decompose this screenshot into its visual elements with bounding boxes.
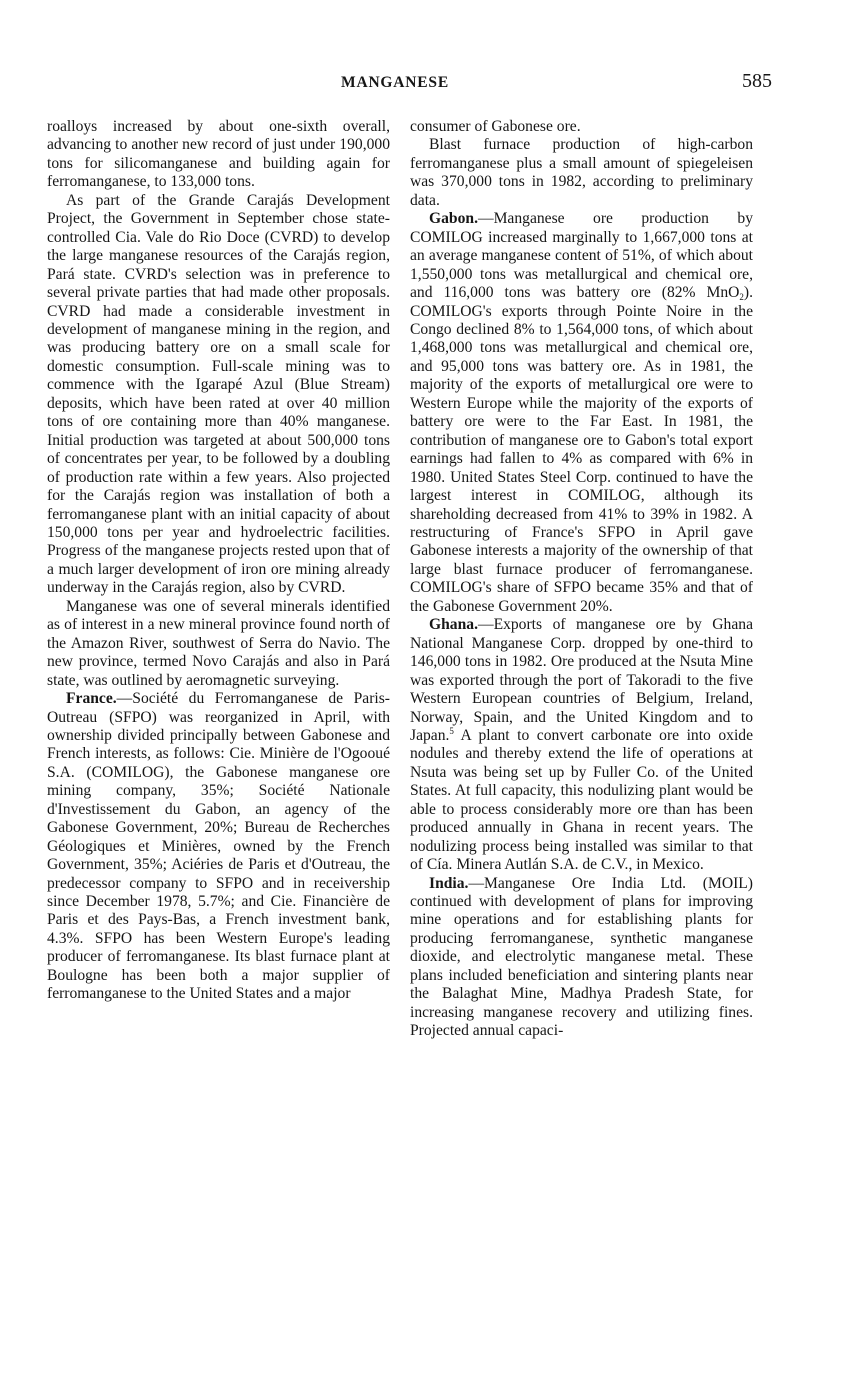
footnote-marker[interactable]: 5: [449, 725, 454, 736]
section-heading-ghana: Ghana.: [429, 616, 478, 634]
paragraph-gabon: [410, 210, 753, 616]
section-heading-india: India.: [429, 874, 469, 892]
chemical-subscript: 2: [739, 292, 744, 303]
paragraph-text: A plant to convert carbonate ore into oxide nodules and thereby extend the life of operations at Nsuta was being set up by Fuller Co. of the United States. At full capacity, this nodulizing plant would be able to process considerably more ore than has been produced annually in Ghana in recent years. The nodulizing process being installed was similar to that of Cía. Minera Autlán S.A. de C.V., in Mexico.: [410, 726, 753, 874]
running-header: [0, 66, 868, 96]
paragraph-text: ). COMILOG's exports through Pointe Noire in the Congo declined 8% to 1,564,000 tons, of which about 1,468,000 tons was metallurgical and chemical ore, and 95,000 tons was battery ore. As in 1981, the majority of the exports of metallurgical ore were to Western Europe while the majority of the exports of battery ore were to the Far East. In 1981, the contribution of manganese ore to Gabon's total export earnings had fallen to 4% as compared with 6% in 1980. United States Steel Corp. continued to have the largest interest in COMILOG, although its shareholding decreased from 41% to 39% in 1982. A restructuring of France's SFPO in April gave Gabonese interests a majority of the ownership of that large blast furnace producer of ferromanganese. COMILOG's share of SFPO became 35% and that of the Gabonese Government 20%.: [410, 284, 753, 615]
paragraph-text: —Manganese Ore India Ltd. (MOIL) continued with development of plans for improving mine operations and for establishing plants for producing ferromanganese, synthetic manganese dioxide, and electrolytic manganese metal. These plans included beneficiation and sintering plants near the Balaghat Mine, Madhya Pradesh State, for increasing manganese recovery and utilizing fines. Projected annual capaci-: [410, 874, 753, 1040]
paragraph-text: —Exports of manganese ore by Ghana National Manganese Corp. dropped by one-third to 146,000 tons in 1982. Ore produced at the Nsuta Mine was exported through the port of Takoradi to the five Western European countries of Belgium, Ireland, Norway, Spain, and the United Kingdom and to Japan.: [410, 616, 753, 744]
paragraph-france: [47, 690, 390, 1004]
right-column: [410, 118, 753, 1041]
paragraph: As part of the Grande Carajás Development Project, the Government in September chose state-controlled Cia. Vale do Rio Doce (CVRD) to develop the large manganese resources of the Carajás region, Pará state. CVRD's selection was in preference to several private parties that had made other proposals. CVRD had made a considerable investment in development of manganese mining in the region, and was producing battery ore on a small scale for domestic consumption. Full-scale mining was to commence with the Igarapé Azul (Blue Stream) deposits, which have been rated at over 40 million tons of ore containing more than 40% manganese. Initial production was targeted at about 500,000 tons of concentrates per year, to be followed by a doubling of production rate within a few years. Also projected for the Carajás region was installation of both a ferromanganese plant with an initial capacity of about 150,000 tons per year and hydroelectric facilities. Progress of the manganese projects rested upon that of a much larger development of iron ore mining already underway in the Carajás region, also by CVRD.: [47, 191, 390, 597]
page-number: 585: [742, 70, 772, 92]
paragraph-ghana: [410, 616, 753, 874]
paragraph: consumer of Gabonese ore.: [410, 118, 581, 135]
paragraph-text: —Société du Ferromanganese de Paris-Outreau (SFPO) was reorganized in April, with ownership divided principally between Gabonese and French interests, as follows: Cie. Minière de l'Ogooué S.A. (COMILOG), the Gabonese manganese ore mining company, 35%; Société Nationale d'Investissement du Gabon, an agency of the Gabonese Government, 20%; Bureau de Recherches Géologiques et Minières, owned by the French Government, 35%; Aciéries de Paris et d'Outreau, the predecessor company to SFPO and in receivership since December 1978, 5.7%; and Cie. Financière de Paris et des Pays-Bas, a French investment bank, 4.3%. SFPO has been Western Europe's leading producer of ferromanganese. Its blast furnace plant at Boulogne has been both a major supplier of ferromanganese to the United States and a major: [47, 690, 390, 1003]
paragraph: Blast furnace production of high-carbon ferromanganese plus a small amount of spiegeleisen was 370,000 tons in 1982, according to preliminary data.: [410, 136, 753, 209]
paragraph: roalloys increased by about one-sixth overall, advancing to another new record of just under 190,000 tons for silicomanganese and building again for ferromanganese, to 133,000 tons.: [47, 118, 390, 191]
left-column: [47, 118, 390, 1004]
chapter-title: MANGANESE: [341, 74, 449, 91]
paragraph: Manganese was one of several minerals identified as of interest in a new mineral province found north of the Amazon River, southwest of Serra do Navio. The new province, termed Novo Carajás and also in Pará state, was outlined by aeromagnetic surveying.: [47, 597, 390, 689]
paragraph-india: [410, 875, 753, 1041]
section-heading-france: France.: [66, 690, 117, 708]
section-heading-gabon: Gabon.: [429, 210, 478, 228]
paragraph-text: —Manganese ore production by COMILOG increased marginally to 1,667,000 tons at an average manganese content of 51%, of which about 1,550,000 tons was metallurgical and chemical ore, and 116,000 tons was battery ore (82% MnO: [410, 210, 753, 302]
